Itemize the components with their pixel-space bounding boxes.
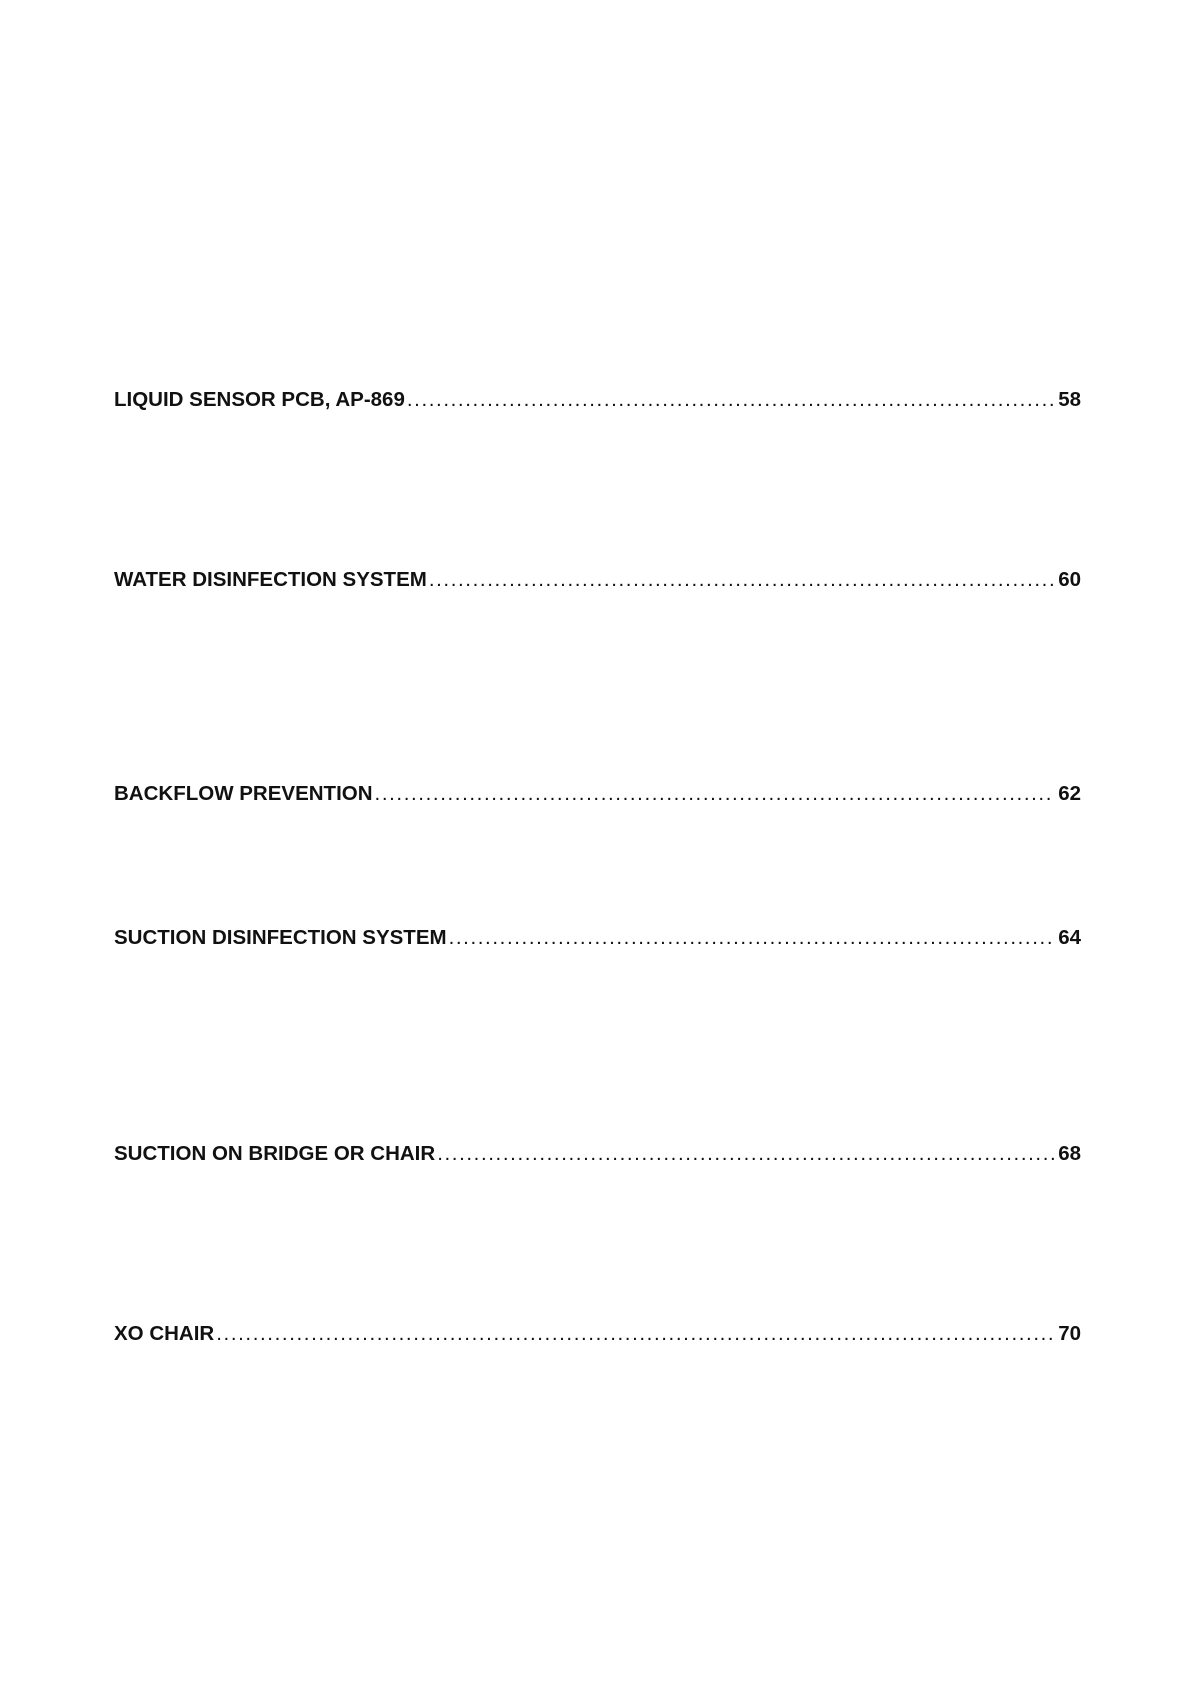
toc-entry-liquid-sensor-pcb[interactable] (114, 385, 1081, 415)
toc-dot-leader (375, 779, 1055, 809)
toc-entry-xo-chair[interactable] (114, 1319, 1081, 1349)
toc-dot-leader (429, 565, 1054, 595)
toc-entry-page-number: 68 (1058, 1142, 1081, 1165)
toc-entry-page-number: 70 (1058, 1322, 1081, 1345)
toc-entry-title: LIQUID SENSOR PCB, AP-869 (114, 388, 405, 411)
toc-entry-title: XO CHAIR (114, 1322, 215, 1345)
toc-entry-backflow-prevention[interactable] (114, 779, 1081, 809)
toc-entry-title: SUCTION ON BRIDGE OR CHAIR (114, 1142, 436, 1165)
toc-entry-page-number: 62 (1058, 782, 1081, 805)
toc-entry-page-number: 58 (1058, 388, 1081, 411)
toc-dot-leader (437, 1139, 1054, 1169)
toc-entry-water-disinfection-system[interactable] (114, 565, 1081, 595)
toc-entry-page-number: 60 (1058, 568, 1081, 591)
toc-entry-title: SUCTION DISINFECTION SYSTEM (114, 926, 447, 949)
toc-dot-leader (216, 1319, 1054, 1349)
toc-entry-suction-disinfection-system[interactable] (114, 923, 1081, 953)
toc-entry-title: BACKFLOW PREVENTION (114, 782, 373, 805)
toc-dot-leader (407, 385, 1054, 415)
toc-entry-suction-on-bridge-or-chair[interactable] (114, 1139, 1081, 1169)
toc-entry-page-number: 64 (1058, 926, 1081, 949)
toc-dot-leader (449, 923, 1055, 953)
toc-entry-title: WATER DISINFECTION SYSTEM (114, 568, 427, 591)
